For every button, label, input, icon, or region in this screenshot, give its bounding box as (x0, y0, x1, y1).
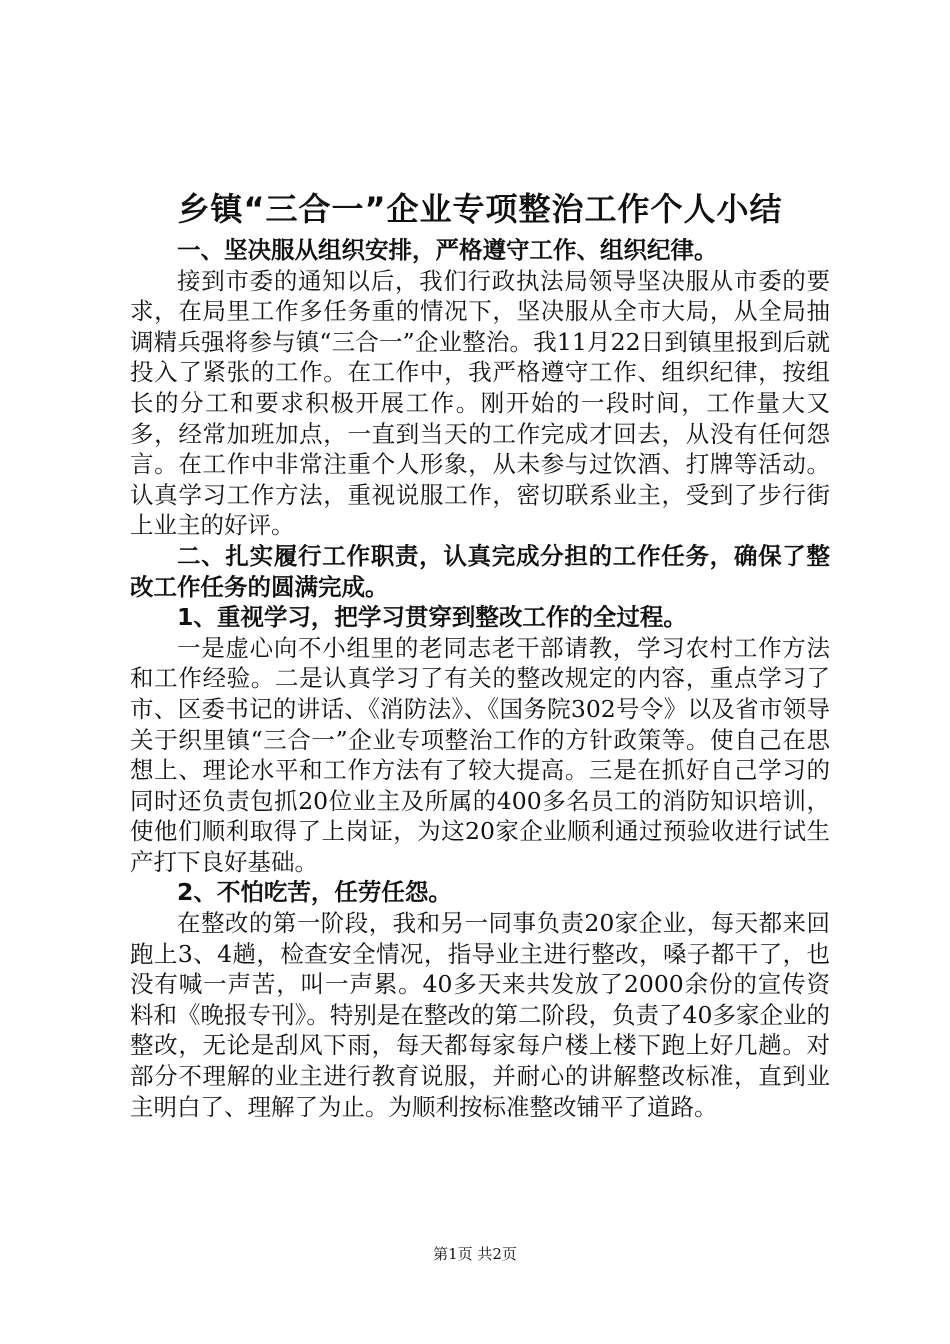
page-footer: 第1页 共2页 (433, 1245, 517, 1263)
body-paragraph-3: 在整改的第一阶段，我和另一同事负责20家企业，每天都来回跑上3、4趟，检查安全情况，指导业主进行整改，嗓子都干了，也没有喊一声苦，叫一声累。40多天来共发放了2000余份的宣传资料和《晚报专刊》。特别是在整改的第二阶段，负责了40多家企业的整改，无论是刮风下雨，每天都每家每户楼上楼下跑上好几趟。对部分不理解的业主进行教育说服，并耐心的讲解整改标准，直到业主明白了、理解了为止。为顺利按标准整改铺平了道路。 (130, 909, 830, 1121)
body-paragraph-1: 接到市委的通知以后，我们行政执法局领导坚决服从市委的要求，在局里工作多任务重的情况下，坚决服从全市大局，从全局抽调精兵强将参与镇“三合一”企业整治。我11月22日到镇里报到后就投入了紧张的工作。在工作中，我严格遵守工作、组织纪律，按组长的分工和要求积极开展工作。刚开始的一段时间，工作量大又多，经常加班加点，一直到当天的工作完成才回去，从没有任何怨言。在工作中非常注重个人形象，从未参与过饮酒、打牌等活动。认真学习工作方法，重视说服工作，密切联系业主，受到了步行街上业主的好评。 (130, 266, 830, 540)
subsection-heading-1: 1、重视学习，把学习贯穿到整改工作的全过程。 (177, 603, 687, 632)
section-heading-1: 一、坚决服从组织安排，严格遵守工作、组织纪律。 (177, 236, 718, 264)
document-title: 乡镇“三合一”企业专项整治工作个人小结 (177, 190, 783, 228)
body-paragraph-2: 一是虚心向不小组里的老同志老干部请教，学习农村工作方法和工作经验。二是认真学习了有关的整改规定的内容，重点学习了市、区委书记的讲话、《消防法》、《国务院302号令》以及省市领导关于织里镇“三合一”企业专项整治工作的方针政策等。使自己在思想上、理论水平和工作方法有了较大提高。三是在抓好自己学习的同时还负责包抓20位业主及所属的400多名员工的消防知识培训，使他们顺利取得了上岗证，为这20家企业顺利通过预验收进行试生产打下良好基础。 (130, 633, 830, 876)
section-heading-2: 二、扎实履行工作职责，认真完成分担的工作任务，确保了整改工作任务的圆满完成。 (130, 541, 830, 601)
document-page (130, 185, 830, 1122)
subsection-heading-2: 2、不怕吃苦，任劳任怨。 (177, 878, 452, 907)
